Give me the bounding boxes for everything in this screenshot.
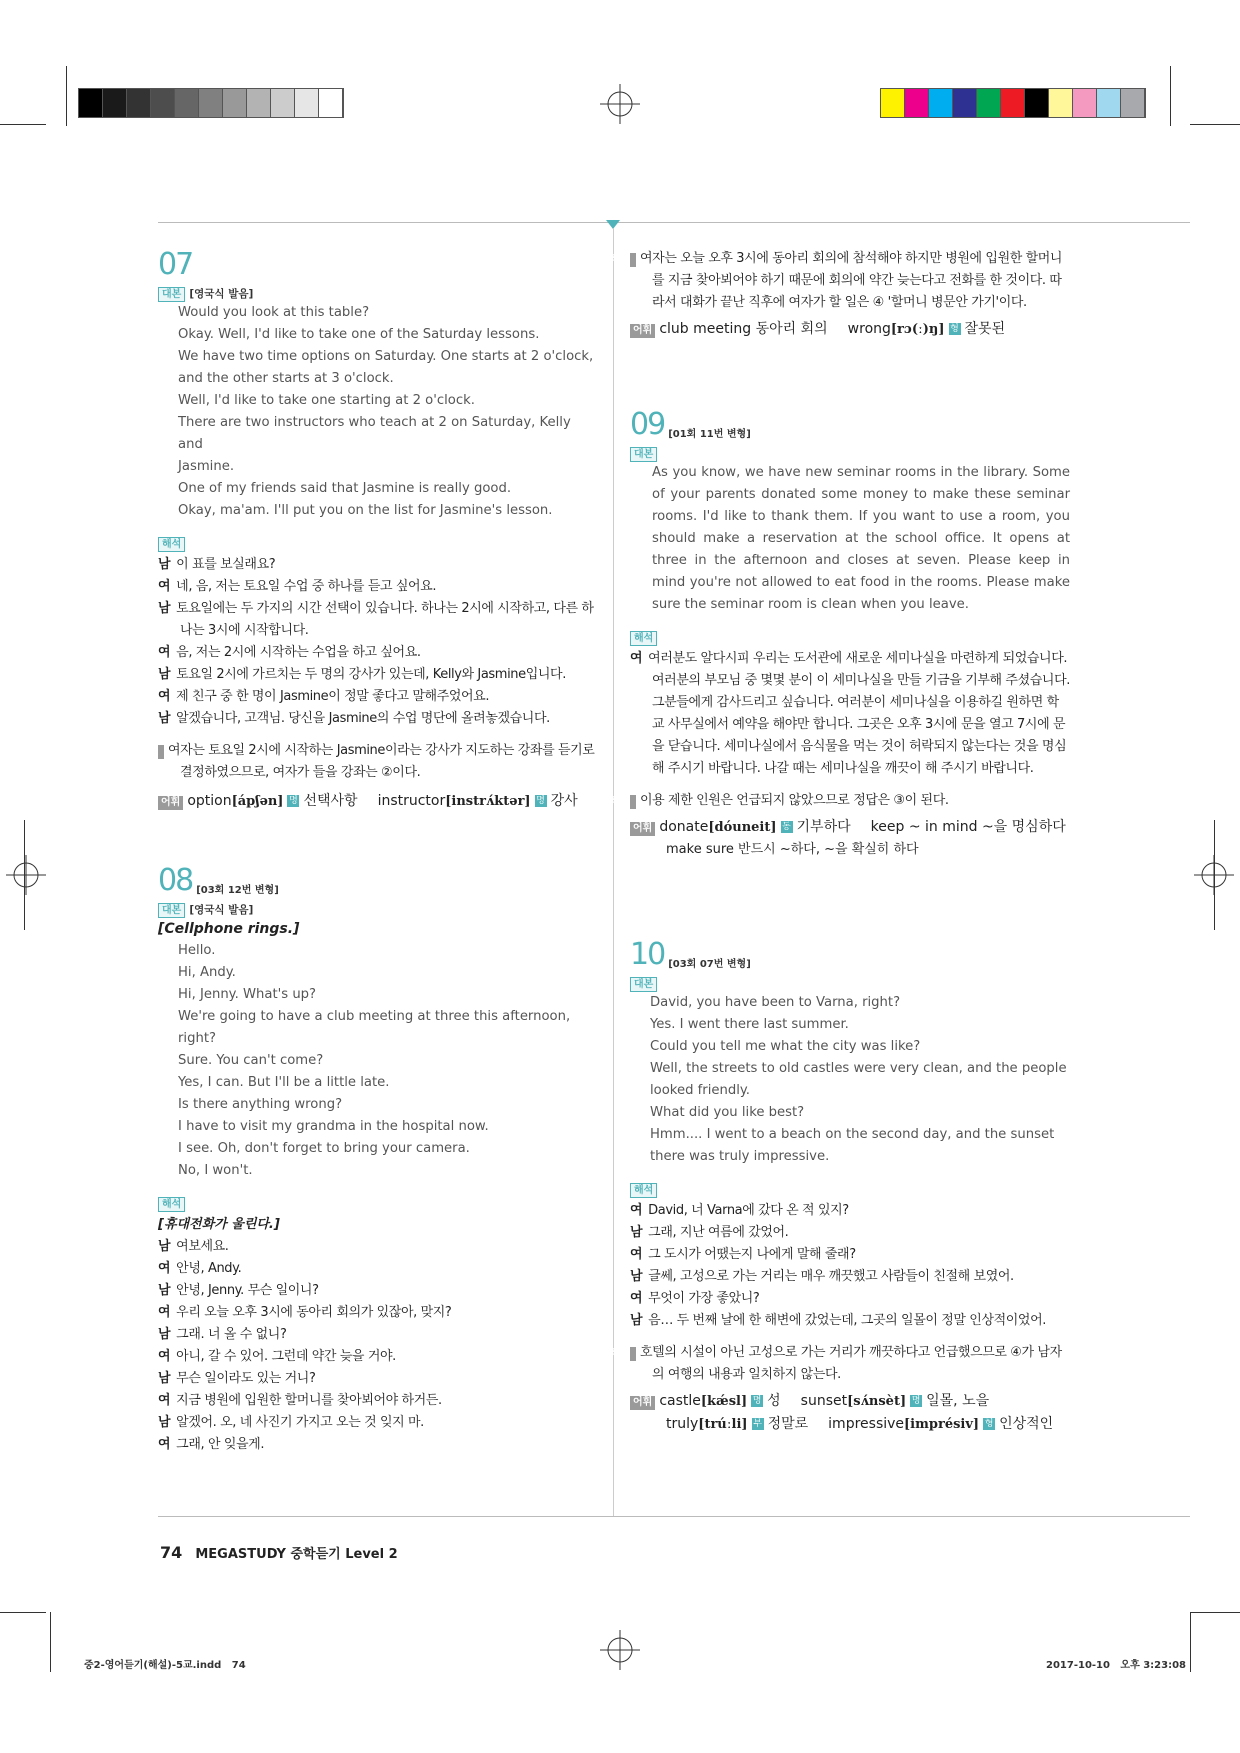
vocab-pos-badge: 명 xyxy=(289,796,298,806)
color-swatch xyxy=(271,89,295,117)
translation-text: 무엇이 가장 좋았니? xyxy=(648,1291,760,1306)
script-line: Okay. Well, I'd like to take one of the Saturday lessons. xyxy=(178,327,540,342)
vocab-meaning: 성 xyxy=(767,1393,781,1409)
translation-line xyxy=(158,686,598,708)
translation-tag: 해석 xyxy=(630,631,657,646)
translation-text: 안녕, Andy. xyxy=(176,1261,242,1276)
explanation-tag: 해설 xyxy=(630,795,636,809)
explanation-text: 호텔의 시설이 아닌 고성으로 가는 거리가 깨끗하다고 언급했으므로 ④가 남자의 여행의 내용과 일치하지 않는다. xyxy=(640,1345,1062,1382)
translation-lines xyxy=(158,554,598,730)
color-swatch xyxy=(1073,89,1097,117)
speaker-label: 남 xyxy=(630,1225,643,1240)
vocab-meaning: 선택사항 xyxy=(303,793,358,809)
script-line: David, you have been to Varna, right? xyxy=(650,995,901,1010)
vocab-word: option xyxy=(187,793,232,809)
color-swatch xyxy=(127,89,151,117)
script-line: Hmm.... I went to a beach on the second day, and the sunset xyxy=(650,1127,1055,1142)
vocab-pronunciation: [kǽsl] xyxy=(700,1394,748,1409)
explanation-text: 이용 제한 인원은 언급되지 않았으므로 정답은 ③이 된다. xyxy=(640,793,949,808)
question-08-continued xyxy=(611,248,1070,341)
translation-text: 토요일에는 두 가지의 시간 선택이 있습니다. 하나는 2시에 시작하고, 다른 하나는 3시에 시작합니다. xyxy=(176,601,594,638)
speaker-label: 여 xyxy=(630,651,643,666)
translation-text: 이 표를 보실래요? xyxy=(176,557,276,572)
gray-swatch-bar xyxy=(78,88,344,118)
script-line: One of my friends said that Jasmine is really good. xyxy=(178,481,512,496)
speaker-label: 남 xyxy=(158,1371,171,1386)
translation-text: 그래. 너 올 수 없니? xyxy=(176,1327,287,1342)
script-line: There are two instructors who teach at 2 on Saturday, Kelly and xyxy=(178,415,571,452)
color-swatch xyxy=(905,89,929,117)
explanation-text: 여자는 오늘 오후 3시에 동아리 회의에 참석해야 하지만 병원에 입원한 할머니를 지금 찾아뵈어야 하기 때문에 회의에 약간 늦는다고 전화를 한 것이다. 따라서 대화가 끝난 직후에 여자가 할 일은 ④ '할머니 병문안 가기'이다. xyxy=(640,251,1063,310)
color-swatch xyxy=(319,89,343,117)
script-line: right? xyxy=(178,1031,216,1046)
translation-line xyxy=(158,642,598,664)
script-lines xyxy=(158,940,598,1182)
translation-text: 글쎄, 고성으로 가는 거리는 매우 깨끗했고 사람들이 친절해 보였어. xyxy=(648,1269,1014,1284)
script-line: No, I won't. xyxy=(178,1163,253,1178)
translation-line xyxy=(158,1280,598,1302)
translation-tag: 해석 xyxy=(158,1197,185,1212)
translation-line xyxy=(158,708,598,730)
vocab-word: keep ~ in mind xyxy=(870,819,978,835)
translation-line xyxy=(630,1288,1070,1310)
color-swatch xyxy=(295,89,319,117)
translation-text: 안녕, Jenny. 무슨 일이니? xyxy=(176,1283,319,1298)
vocabulary xyxy=(630,1390,1070,1413)
translation-text: 그 도시가 어땠는지 나에게 말해 줄래? xyxy=(648,1247,856,1262)
script-line: looked friendly. xyxy=(650,1083,750,1098)
vocab-meaning: ~을 명심하다 xyxy=(981,819,1066,835)
translation-text: 지금 병원에 입원한 할머니를 찾아뵈어야 하거든. xyxy=(176,1393,442,1408)
vocab-pronunciation: [sʌ́nsèt] xyxy=(847,1394,907,1409)
translation-line xyxy=(630,1266,1070,1288)
script-line: Hi, Jenny. What's up? xyxy=(178,987,317,1002)
script-tag: 대본 xyxy=(630,447,657,462)
vocab-pos-badge: 명 xyxy=(752,1396,762,1406)
speaker-label: 여 xyxy=(158,1261,171,1276)
color-swatch xyxy=(223,89,247,117)
translation-text: 제 친구 중 한 명이 Jasmine이 정말 좋다고 말해주었어요. xyxy=(176,689,490,704)
crop-mark-tr-h xyxy=(1190,124,1240,125)
vocab-meaning: 인상적인 xyxy=(999,1416,1054,1432)
translation-text: 알겠어. 오, 네 사진기 가지고 오는 것 잊지 마. xyxy=(176,1415,424,1430)
vocab-meaning: 정말로 xyxy=(767,1416,809,1432)
script-line: Would you look at this table? xyxy=(178,305,370,320)
speaker-label: 남 xyxy=(158,1239,171,1254)
translation-text: 무슨 일이라도 있는 거니? xyxy=(176,1371,316,1386)
question-number: 10 xyxy=(630,937,665,972)
translation-text: 네, 음, 저는 토요일 수업 중 하나를 듣고 싶어요. xyxy=(176,579,437,594)
question-09 xyxy=(611,407,1070,861)
bottom-rule xyxy=(158,1516,1190,1517)
question-source: [01회 11번 변형] xyxy=(668,429,751,440)
vocab-word: sunset xyxy=(800,1393,848,1409)
vocabulary xyxy=(158,790,598,813)
accent-note: [영국식 발음] xyxy=(189,288,254,300)
vocab-word: castle xyxy=(659,1393,701,1409)
explanation-tag: 해설 xyxy=(630,253,636,267)
vocab-word: wrong xyxy=(847,321,891,337)
crop-mark-tr-v xyxy=(1170,66,1171,126)
translation-lines xyxy=(630,648,1070,780)
question-08 xyxy=(158,863,598,1456)
explanation xyxy=(611,790,1070,812)
question-number: 07 xyxy=(158,247,193,282)
top-rule xyxy=(158,222,1190,223)
translation-line xyxy=(158,1324,598,1346)
script-line: Yes. I went there last summer. xyxy=(650,1017,849,1032)
vocab-word: donate xyxy=(659,819,709,835)
side-tick-right xyxy=(1214,820,1215,930)
translation-text: 여보세요. xyxy=(176,1239,229,1254)
question-07 xyxy=(139,247,598,813)
vocab-tag: 어휘 xyxy=(630,822,655,836)
vocab-word: truly xyxy=(666,1416,699,1432)
script-line: We're going to have a club meeting at three this afternoon, xyxy=(178,1009,571,1024)
registration-mark-left xyxy=(6,855,46,895)
page-number: 74 xyxy=(160,1543,183,1562)
speaker-label: 남 xyxy=(158,557,171,572)
translation-lines xyxy=(158,1236,598,1456)
translation-line xyxy=(158,1390,598,1412)
vocabulary xyxy=(630,318,1070,341)
side-tick-left xyxy=(24,820,25,930)
vocab-pos-badge: 명 xyxy=(911,1396,921,1406)
translation-text: David, 너 Varna에 갔다 온 적 있지? xyxy=(648,1203,849,1218)
column-divider xyxy=(613,228,614,1516)
color-swatch xyxy=(1049,89,1073,117)
crop-mark-br-h xyxy=(1190,1612,1240,1613)
script-line: Could you tell me what the city was like? xyxy=(650,1039,921,1054)
vocabulary xyxy=(630,816,1070,839)
slug-date: 2017-10-10 오후 3:23:08 xyxy=(1046,1660,1186,1671)
vocab-meaning: 일몰, 노을 xyxy=(926,1393,990,1409)
translation-text: 토요일 2시에 가르치는 두 명의 강사가 있는데, Kelly와 Jasmine입니다. xyxy=(176,667,566,682)
script-tag: 대본 xyxy=(158,903,185,918)
translation-text: 그래, 안 잊을게. xyxy=(176,1437,265,1452)
script-line: I have to visit my grandma in the hospital now. xyxy=(178,1119,489,1134)
speaker-label: 여 xyxy=(158,1393,171,1408)
translation-line xyxy=(158,554,598,576)
script-line: there was truly impressive. xyxy=(650,1149,830,1164)
speaker-label: 여 xyxy=(630,1291,643,1306)
question-source: [03회 12번 변형] xyxy=(196,885,279,896)
vocab-meaning: 잘못된 xyxy=(964,321,1006,337)
translation-text: 우리 오늘 오후 3시에 동아리 회의가 있잖아, 맞지? xyxy=(176,1305,452,1320)
speaker-label: 남 xyxy=(158,711,171,726)
vocab-pronunciation: [instrʌ́ktər] xyxy=(445,794,531,809)
explanation-tag: 해설 xyxy=(630,1347,636,1361)
vocab-pos-badge: 형 xyxy=(950,324,959,334)
color-swatch xyxy=(247,89,271,117)
script-line: Well, I'd like to take one starting at 2 o'clock. xyxy=(178,393,475,408)
color-swatch-bar xyxy=(880,88,1146,118)
slug-file: 중2-영어듣기(해설)-5교.indd 74 xyxy=(84,1660,246,1671)
speaker-label: 남 xyxy=(158,667,171,682)
translation-line xyxy=(158,1368,598,1390)
question-10 xyxy=(611,937,1070,1436)
speaker-label: 남 xyxy=(630,1313,643,1328)
vocab-tag: 어휘 xyxy=(158,796,183,810)
speaker-label: 남 xyxy=(158,1283,171,1298)
script-line: and the other starts at 3 o'clock. xyxy=(178,371,394,386)
explanation-text: 여자는 토요일 2시에 시작하는 Jasmine이라는 강사가 지도하는 강좌를 듣기로 결정하였으므로, 여자가 들을 강좌는 ②이다. xyxy=(168,743,595,780)
script-tag: 대본 xyxy=(630,977,657,992)
vocab-meaning: 강사 xyxy=(550,793,578,809)
script-lines xyxy=(158,302,598,522)
vocab-word: instructor xyxy=(377,793,446,809)
explanation xyxy=(139,740,598,784)
translation-text: 그래, 지난 여름에 갔었어. xyxy=(648,1225,789,1240)
translation-line xyxy=(630,1310,1070,1332)
speaker-label: 여 xyxy=(158,689,171,704)
translation-tag: 해석 xyxy=(630,1183,657,1198)
speaker-label: 남 xyxy=(158,1415,171,1430)
color-swatch xyxy=(1121,89,1145,117)
stage-direction-ko: [휴대전화가 울린다.] xyxy=(158,1217,280,1232)
script-line: Is there anything wrong? xyxy=(178,1097,343,1112)
script-tag: 대본 xyxy=(158,287,185,302)
translation-line xyxy=(630,1222,1070,1244)
explanation xyxy=(611,1342,1070,1386)
vocabulary-line-2 xyxy=(630,1413,1070,1436)
accent-note: [영국식 발음] xyxy=(189,904,254,916)
color-swatch xyxy=(199,89,223,117)
crop-mark-br-v xyxy=(1190,1612,1191,1672)
script-line: Yes, I can. But I'll be a little late. xyxy=(178,1075,390,1090)
vocab-tag: 어휘 xyxy=(630,1396,655,1410)
color-swatch xyxy=(977,89,1001,117)
color-swatch xyxy=(175,89,199,117)
script-line: Well, the streets to old castles were very clean, and the people xyxy=(650,1061,1067,1076)
translation-line xyxy=(630,1244,1070,1266)
explanation-tag: 해설 xyxy=(158,745,164,759)
translation-text: 음… 두 번째 날에 한 해변에 갔었는데, 그곳의 일몰이 정말 인상적이었어. xyxy=(648,1313,1046,1328)
speaker-label: 여 xyxy=(630,1203,643,1218)
vocabulary-line-2: make sure 반드시 ~하다, ~을 확실히 하다 xyxy=(666,842,919,857)
color-swatch xyxy=(1001,89,1025,117)
translation-line xyxy=(630,648,1070,780)
translation-line xyxy=(158,576,598,598)
speaker-label: 여 xyxy=(158,645,171,660)
question-number: 09 xyxy=(630,407,665,442)
stage-direction: [Cellphone rings.] xyxy=(158,921,300,937)
vocab-meaning: 기부하다 xyxy=(796,819,851,835)
speaker-label: 남 xyxy=(630,1269,643,1284)
translation-line xyxy=(158,1236,598,1258)
speaker-label: 남 xyxy=(158,601,171,616)
vocab-meaning: 동아리 회의 xyxy=(755,321,828,337)
color-swatch xyxy=(103,89,127,117)
crop-mark-tl-h xyxy=(0,124,46,125)
script-line: Jasmine. xyxy=(178,459,235,474)
registration-mark-top xyxy=(600,84,640,124)
translation-line xyxy=(158,664,598,686)
speaker-label: 남 xyxy=(158,1327,171,1342)
speaker-label: 여 xyxy=(158,1437,171,1452)
script-line: Hello. xyxy=(178,943,216,958)
translation-line xyxy=(158,1302,598,1324)
translation-tag: 해석 xyxy=(158,537,185,552)
script-line: What did you like best? xyxy=(650,1105,805,1120)
vocab-pronunciation: [ápʃən] xyxy=(231,794,284,809)
crop-mark-bl-v xyxy=(50,1612,51,1672)
question-source: [03회 07번 변형] xyxy=(668,959,751,970)
vocab-tag: 어휘 xyxy=(630,324,655,338)
color-swatch xyxy=(151,89,175,117)
script-line: We have two time options on Saturday. One starts at 2 o'clock, xyxy=(178,349,594,364)
translation-text: 여러분도 알다시피 우리는 도서관에 새로운 세미나실을 마련하게 되었습니다. 여러분의 부모님 중 몇몇 분이 이 세미나실을 만들 기금을 기부해 주셨습니다. 그분들에게 감사드리고 싶습니다. 여러분이 세미나실을 이용하길 원하면 학교 사무실에서 예약을 해야만 합니다. 그곳은 오후 3시에 문을 열고 7시에 문을 닫습니다. 세미나실에서 음식물을 먹는 것이 허락되지 않는다는 것을 명심해 주시기 바랍니다. 나갈 때는 세미나실을 깨끗이 해 주시기 바랍니다. xyxy=(648,651,1070,776)
script-line: Sure. You can't come? xyxy=(178,1053,324,1068)
script-line: I see. Oh, don't forget to bring your camera. xyxy=(178,1141,470,1156)
script-lines xyxy=(630,992,1070,1168)
crop-mark-tl-v xyxy=(66,66,67,126)
translation-line xyxy=(158,598,598,642)
script-paragraph: As you know, we have new seminar rooms in the library. Some of your parents donated some money to make these seminar rooms. I'd like to thank them. If you want to use a room, you should make a reservation at the school office. It opens at three in the afternoon and closes at seven. Please keep in mind you're not allowed to eat food in the rooms. Please make sure the seminar room is clean when you leave. xyxy=(652,465,1070,612)
color-swatch xyxy=(1025,89,1049,117)
speaker-label: 여 xyxy=(158,1305,171,1320)
vocab-pronunciation: [rɔ(ː)ŋ] xyxy=(890,322,945,337)
vocab-pronunciation: [imprésiv] xyxy=(904,1417,980,1432)
vocab-pos-badge: 동 xyxy=(782,822,791,832)
speaker-label: 여 xyxy=(630,1247,643,1262)
vocab-pronunciation: [dóuneit] xyxy=(708,820,777,835)
translation-line xyxy=(158,1412,598,1434)
speaker-label: 여 xyxy=(158,579,171,594)
translation-text: 아니, 갈 수 있어. 그런데 약간 늦을 거야. xyxy=(176,1349,396,1364)
translation-line xyxy=(158,1346,598,1368)
vocab-word: impressive xyxy=(828,1416,905,1432)
vocab-pos-badge: 부 xyxy=(753,1419,762,1429)
page-footer xyxy=(160,1543,398,1562)
vocab-pronunciation: [trúːli] xyxy=(698,1417,748,1432)
translation-text: 알겠습니다, 고객님. 당신을 Jasmine의 수업 명단에 올려놓겠습니다. xyxy=(176,711,550,726)
color-swatch xyxy=(881,89,905,117)
brand-text: MEGASTUDY 중학듣기 Level 2 xyxy=(195,1547,398,1562)
translation-line xyxy=(158,1258,598,1280)
explanation xyxy=(611,248,1070,314)
color-swatch xyxy=(929,89,953,117)
color-swatch xyxy=(953,89,977,117)
translation-lines xyxy=(630,1200,1070,1332)
registration-mark-bottom xyxy=(600,1630,640,1670)
vocab-pos-badge: 명 xyxy=(536,796,545,806)
translation-text: 음, 저는 2시에 시작하는 수업을 하고 싶어요. xyxy=(176,645,421,660)
question-number: 08 xyxy=(158,863,193,898)
translation-line xyxy=(158,1434,598,1456)
translation-line xyxy=(630,1200,1070,1222)
script-line: Hi, Andy. xyxy=(178,965,236,980)
vocab-pos-badge: 형 xyxy=(984,1419,994,1429)
color-swatch xyxy=(79,89,103,117)
speaker-label: 여 xyxy=(158,1349,171,1364)
color-swatch xyxy=(1097,89,1121,117)
vocab-word: club meeting xyxy=(659,321,752,337)
script-line: Okay, ma'am. I'll put you on the list for Jasmine's lesson. xyxy=(178,503,553,518)
crop-mark-bl-h xyxy=(0,1612,46,1613)
